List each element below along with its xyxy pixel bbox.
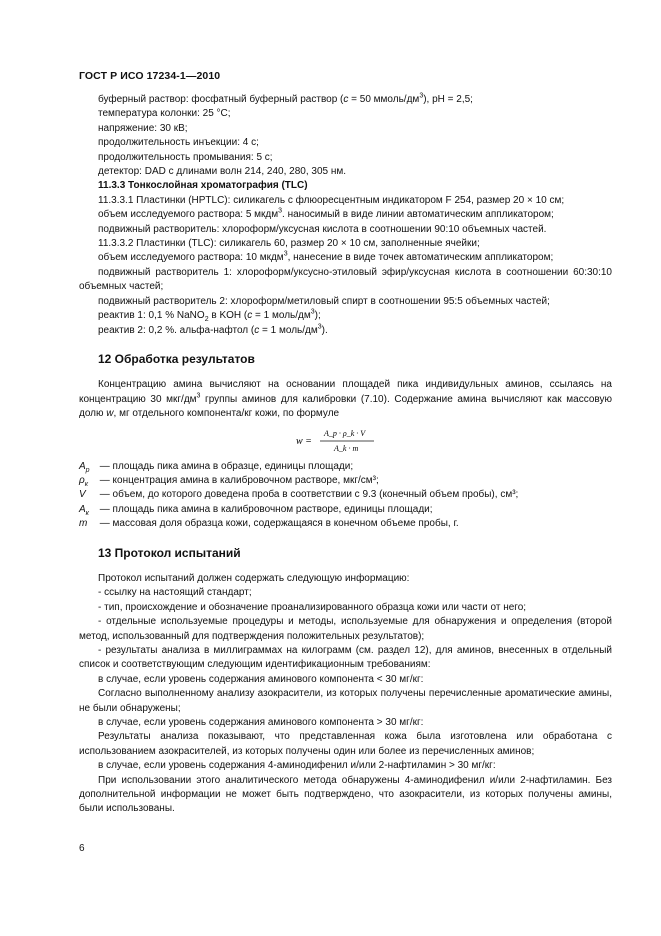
definition-item <box>79 474 612 488</box>
hptlc-volume <box>79 208 612 222</box>
definition-symbol: V <box>79 489 86 501</box>
sec12-para-w: w <box>106 408 114 420</box>
definition-text: — концентрация амина в калибровочном растворе, мкг/см³; <box>97 474 379 486</box>
reagent1-sup: 3 <box>310 308 315 316</box>
protocol-item: - отдельные используемые процедуры и методы, используемые для обнаружения и определения (второй метод, использованный для подтверждения положительных результатов); <box>79 616 612 642</box>
definition-text: — площадь пика амина в калибровочном растворе, единицы площади; <box>97 503 433 515</box>
injection-line: продолжительность инъекции: 4 с; <box>98 137 259 149</box>
definition-subscript: к <box>84 480 89 488</box>
section-12-title: 12 Обработка результатов <box>98 351 255 366</box>
buffer-text-2: = 50 ммоль/дм <box>348 94 420 105</box>
tlc-volume-sup: 3 <box>283 251 288 259</box>
reagent2-c: c <box>254 324 260 336</box>
definition-text: — массовая доля образца кожи, содержащаяся в конечном объеме пробы, г. <box>97 518 459 530</box>
reagent1-c: c <box>247 310 253 322</box>
reagent-2 <box>79 324 612 338</box>
reagent1-sub: 2 <box>204 316 209 324</box>
definition-text: — объем, до которого доведена проба в соответствии с 9.3 (конечный объем пробы), см³; <box>97 489 519 501</box>
definitions <box>79 460 612 532</box>
definition-subscript: к <box>85 509 89 517</box>
definition-subscript: p <box>85 466 90 474</box>
formula <box>79 424 612 456</box>
section-13-intro: Протокол испытаний должен содержать следующую информацию: <box>98 572 410 584</box>
definition-symbol: $A_к$ <box>79 503 89 517</box>
reagent1-b: в KOH ( <box>208 310 248 322</box>
sec12-para-b: группы аминов для калибровки (7.10). Содержание амина вычисляют как массовую долю <box>79 393 612 420</box>
temp-line: температура колонки: 25 °С; <box>98 108 231 120</box>
reagent2-e: ). <box>321 324 328 336</box>
definition-symbol: $A_p$ <box>79 460 90 474</box>
wash-line: продолжительность промывания: 5 с; <box>98 151 273 163</box>
hptlc-volume-sup: 3 <box>278 207 283 215</box>
tlc-volume-a: объем исследуемого раствора: 10 мкдм <box>98 252 284 264</box>
mobile-phase-1: подвижный растворитель 1: хлороформ/уксусно-этиловый эфир/уксусная кислота в соотношении 60:30:10 объемных частей; <box>79 266 612 293</box>
tlc-volume <box>79 251 612 265</box>
tlc-heading: 11.3.3 Тонкослойная хроматография (TLC) <box>98 180 308 192</box>
reagent-1 <box>79 309 612 323</box>
formula-denominator: A_k · m <box>333 443 358 453</box>
protocol-item: Согласно выполненному анализу азокрасители, из которых получены перечисленные ароматические амины, не были обнаружены; <box>79 688 612 714</box>
hptlc-volume-b: . наносимый в виде линии автоматическим аппликатором; <box>282 209 554 221</box>
mobile-phase: подвижный растворитель: хлороформ/уксусная кислота в соотношении 90:10 объемных частей. <box>98 223 547 235</box>
protocol-item: При использовании этого аналитического метода обнаружены 4-аминодифенил и/или 2-нафтиламин. Без дополнительной информации не может быть подтверждено, что азокрасители, из которых получены амины, были использованы. <box>79 774 612 815</box>
buffer-text-3: ), pH = 2,5; <box>423 94 473 105</box>
section-13-title: 13 Протокол испытаний <box>98 545 241 560</box>
protocol-item: в случае, если уровень содержания аминового компонента > 30 мг/кг: <box>98 717 424 729</box>
detector-line: детектор: DAD с длинами волн 214, 240, 280, 305 нм. <box>98 166 347 178</box>
tlc-volume-b: , нанесение в виде точек автоматическим аппликатором; <box>287 252 554 264</box>
definition-text: — площадь пика амина в образце, единицы площади; <box>97 460 354 472</box>
hptlc-volume-a: объем исследуемого раствора: 5 мкдм <box>98 209 279 221</box>
document-id: ГОСТ Р ИСО 17234-1—2010 <box>79 70 221 82</box>
definition-item <box>79 517 612 531</box>
buffer-line <box>79 93 612 107</box>
protocol-item: в случае, если уровень содержания аминового компонента < 30 мг/кг: <box>98 673 424 685</box>
hptlc-plates: 11.3.3.1 Пластинки (HPTLC): силикагель с флюоресцентным индикатором F 254, размер 20 × 10 см; <box>98 194 565 206</box>
reagent1-d: = 1 моль/дм <box>252 310 311 322</box>
reagent2-sup: 3 <box>317 323 322 331</box>
formula-svg <box>276 424 416 456</box>
protocol-item: - результаты анализа в миллиграммах на килограмм (см. раздел 12), для аминов, внесенных в отдельный список и соответствующим следующим идентификационным требованиям: <box>79 645 612 671</box>
sec12-para-c: , мг отдельного компонента/кг кожи, по формуле <box>113 408 340 420</box>
section-12-para <box>79 378 612 421</box>
buffer-sup: 3 <box>419 92 424 100</box>
protocol-item: - тип, происхождение и обозначение проанализированного образца кожи или части от него; <box>98 601 527 613</box>
definition-item <box>79 503 612 517</box>
sec12-para-sup: 3 <box>196 392 201 400</box>
protocol-item: - ссылку на настоящий стандарт; <box>98 587 252 599</box>
definition-symbol: m <box>79 518 88 530</box>
definition-item <box>79 460 612 474</box>
buffer-c: c <box>343 94 349 105</box>
definition-symbol: $\rho_к$ <box>79 474 89 488</box>
voltage-line: напряжение: 30 кВ; <box>98 122 188 134</box>
reagent2-d: = 1 моль/дм <box>259 324 318 336</box>
tlc-plates: 11.3.3.2 Пластинки (TLC): силикагель 60, размер 20 × 10 см, заполненные ячейки; <box>98 238 480 250</box>
section-13-items <box>79 586 612 817</box>
sec12-para-a: Концентрацию амина вычисляют на основании площадей пика индивидульных аминов, ссылаясь на концентрацию 30 мкг/дм <box>79 379 612 405</box>
formula-numerator: A_p · ρ_k · V <box>323 428 365 438</box>
buffer-text: буферный раствор: фосфатный буферный раствор ( <box>98 94 344 105</box>
formula-lhs: w = <box>295 435 312 447</box>
reagent2-a: реактив 2: 0,2 %. альфа-нафтол ( <box>98 324 255 336</box>
page-number: 6 <box>79 843 85 854</box>
reagent1-e: ); <box>314 310 321 322</box>
protocol-item: Результаты анализа показывают, что представленная кожа была изготовлена или обработана с использованием азокрасителей, из которых получены один или более из перечисленных аминов; <box>79 731 612 757</box>
reagent1-a: реактив 1: 0,1 % NaNO <box>98 310 205 322</box>
definition-item <box>79 488 612 502</box>
document-body <box>79 93 612 817</box>
protocol-item: в случае, если уровень содержания 4-аминодифенил и/или 2-нафтиламин > 30 мг/кг: <box>98 760 496 772</box>
mobile-phase-2: подвижный растворитель 2: хлороформ/метиловый спирт в соотношении 95:5 объемных частей; <box>98 295 550 307</box>
